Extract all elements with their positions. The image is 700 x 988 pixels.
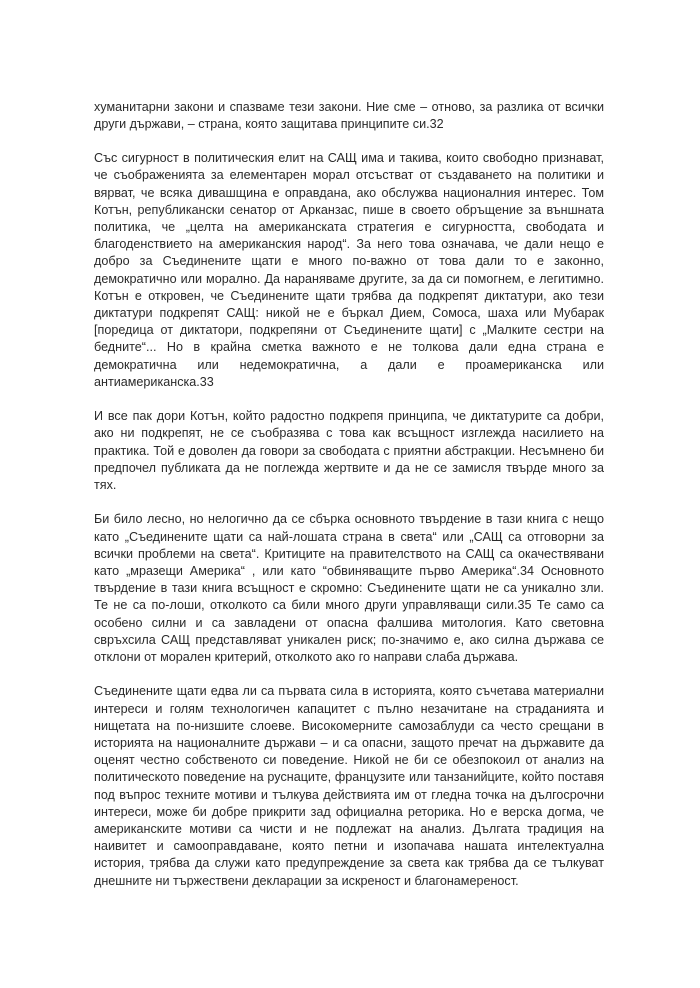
paragraph-5: Съединените щати едва ли са първата сила в историята, която съчетава материални интереси и голям технологичен капацитет с пълно незачитане на страданията и нищетата на по-низшите слоеве. Високомерните самозаблуди са често срещани в историята на националните държави – и са опасни, защото пречат на държавите да оценят честно собственото си поведение. Никой не би се обезпокоил от анализ на политическото поведение на руснаците, французите или танзанийците, който поставя под въпрос техните мотиви и тълкува действията им от гледна точка на дългосрочни интереси, може би добре прикрити зад официална реторика. Но е верска догма, че американските мотиви са чисти и не подлежат на анализ. Дългата традиция на наивитет и самооправдаване, която петни и изопачава нашата интелектуална история, трябва да служи като предупреждение за света как трябва да се тълкуват днешните ни тържествени декларации за искреност и благонамереност. — [94, 684, 604, 888]
paragraph-4: Би било лесно, но нелогично да се сбърка основното твърдение в тази книга с нещо като „Съединените щати са най-лошата страна в света“ или „САЩ са отговорни за всички проблеми на света“. Критиците на правителството на САЩ са окачествявани като „мразещи Америка“ , или като “обвиняващите първо Америка“.34 Основното твърдение в тази книга всъщност е скромно: Съединените щати не са уникално зли. Те не са по-лоши, отколкото са били много други управляващи сили.35 Те само са особено силни и са завладени от опасна фалшива митология. Като световна свръхсила САЩ представляват уникален риск; по-значимо е, ако силна държава се отклони от морален критерий, отколкото ако го направи слаба държава. — [94, 512, 604, 665]
paragraph-2: Със сигурност в политическия елит на САЩ има и такива, които свободно признават, че съображенията за елементарен морал отсъстват от създаването на политики и вярват, че всяка дивашщина е оправдана, ако обслужва националния интерес. Том Котън, републикански сенатор от Арканзас, пише в своето обръщение за външната политика, че „целта на американската стратегия е сигурността, свободата и благоденствието на американския народ“. За него това означава, че дали нещо е добро за Съединените щати е много по-важно от това дали то е законно, демократично или морално. Да нараняваме другите, за да си помогнем, е легитимно. Котън е откровен, че Съединените щати трябва да подкрепят диктатури, ако тези диктатури подкрепят САЩ: никой не е бъркал Дием, Сомоса, шаха или Мубарак [поредица от диктатори, подкрепяни от Съединените щати] с „Малките сестри на бедните“... Но в крайна сметка важното е не толкова дали една страна е демократична или недемократична, а дали е проамериканска или антиамериканска.33 — [94, 151, 604, 389]
paragraph-3: И все пак дори Котън, който радостно подкрепя принципа, че диктатурите са добри, ако ни подкрепят, не се съобразява с това как всъщност изглежда насилието на практика. Той е доволен да говори за свободата с приятни абстракции. Несъмнено би предпочел публиката да не поглежда жертвите и да не се замисля твърде много за тях. — [94, 409, 604, 493]
paragraph-1: хуманитарни закони и спазваме тези закони. Ние сме – отново, за разлика от всички други държави, – страна, която защитава принципите си.32 — [94, 100, 604, 132]
document-body — [94, 99, 604, 907]
